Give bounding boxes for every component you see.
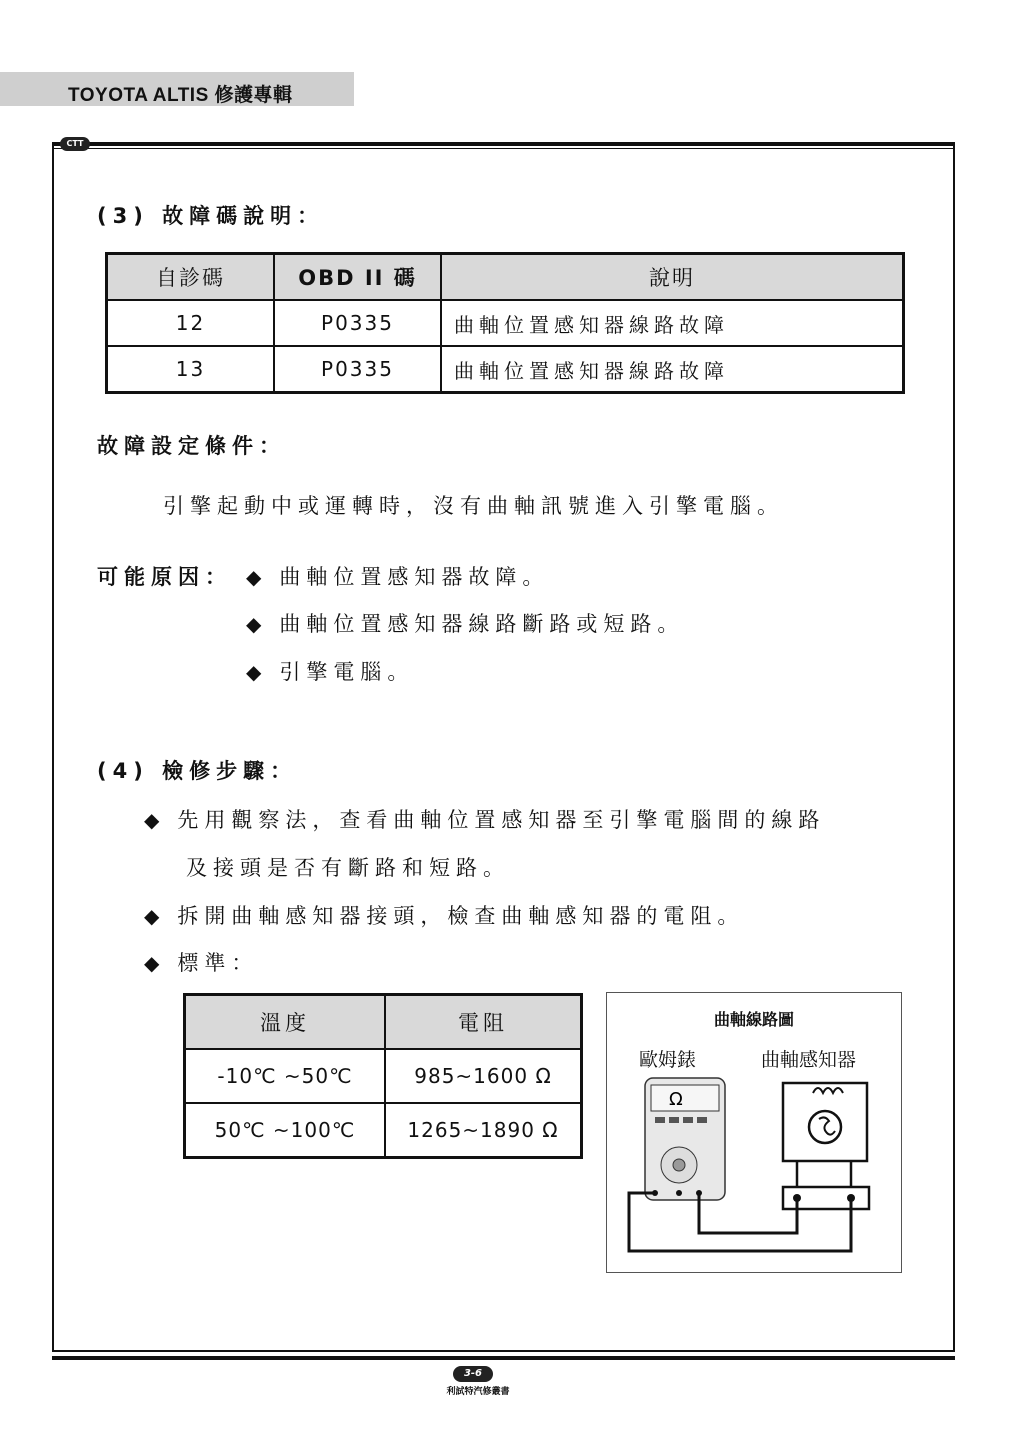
step-text-continued: 及接頭是否有斷路和短路。	[186, 856, 510, 880]
brand-logo-icon: CTT	[60, 137, 90, 151]
table-row	[185, 1049, 582, 1103]
col-header-resistance: 電阻	[385, 995, 582, 1050]
cell-code: 13	[107, 346, 275, 393]
cause-item	[246, 561, 549, 591]
cell-resistance: 1265~1890 Ω	[385, 1103, 582, 1158]
frame-bottom-rule-thin	[52, 1350, 955, 1352]
cell-desc: 曲軸位置感知器線路故障	[441, 300, 904, 346]
table-row	[185, 1103, 582, 1158]
header-title: TOYOTA ALTIS 修護專輯	[68, 85, 293, 106]
publisher-text: 利試特汽修叢書	[446, 1387, 510, 1397]
trouble-code-table	[105, 252, 905, 394]
crankshaft-wiring-diagram	[606, 992, 902, 1273]
step-item	[144, 947, 258, 977]
crank-sensor-icon	[783, 1083, 869, 1209]
step-item	[144, 804, 825, 834]
causes-label: 可能原因：	[97, 565, 232, 589]
cause-text: 引擎電腦。	[279, 660, 415, 684]
cell-resistance: 985~1600 Ω	[385, 1049, 582, 1103]
table-header-row	[185, 995, 582, 1050]
resistance-table	[183, 993, 583, 1159]
col-header-desc: 說明	[441, 254, 904, 301]
diamond-bullet-icon: ◆	[144, 951, 160, 975]
ohmmeter-label: 歐姆錶	[639, 1049, 697, 1071]
col-header-temp: 溫度	[185, 995, 386, 1050]
diamond-bullet-icon: ◆	[246, 565, 262, 589]
section3-heading: (3) 故障碼說明：	[97, 204, 325, 228]
frame-left-rule	[52, 142, 54, 1352]
frame-top-rule	[52, 142, 955, 146]
cell-obd: P0335	[274, 300, 441, 346]
diamond-bullet-icon: ◆	[144, 808, 160, 832]
meter-ohm-symbol: Ω	[669, 1089, 683, 1110]
step-text: 標準：	[177, 951, 259, 975]
cause-text: 曲軸位置感知器故障。	[279, 565, 550, 589]
col-header-code: 自診碼	[107, 254, 275, 301]
condition-text: 引擎起動中或運轉時，沒有曲軸訊號進入引擎電腦。	[163, 494, 784, 518]
diamond-bullet-icon: ◆	[246, 660, 262, 684]
cell-temp: 50℃ ~100℃	[185, 1103, 386, 1158]
table-header-row	[107, 254, 904, 301]
sensor-label: 曲軸感知器	[761, 1049, 857, 1071]
frame-bottom-rule	[52, 1356, 955, 1360]
multimeter-icon	[645, 1078, 725, 1200]
table-row	[107, 300, 904, 346]
page-number-badge: 3-6	[453, 1366, 493, 1382]
step-text: 拆開曲軸感知器接頭，檢查曲軸感知器的電阻。	[177, 904, 745, 928]
cause-item	[246, 656, 414, 686]
diagram-title: 曲軸線路圖	[713, 1010, 794, 1029]
section4-heading: (4) 檢修步驟：	[97, 759, 298, 783]
diamond-bullet-icon: ◆	[144, 904, 160, 928]
wire-negative	[629, 1193, 851, 1251]
frame-right-rule	[953, 142, 955, 1352]
cell-code: 12	[107, 300, 275, 346]
cell-desc: 曲軸位置感知器線路故障	[441, 346, 904, 393]
col-header-obd: OBD II 碼	[274, 254, 441, 301]
table-row	[107, 346, 904, 393]
cause-item	[246, 608, 684, 638]
diamond-bullet-icon: ◆	[246, 612, 262, 636]
cell-obd: P0335	[274, 346, 441, 393]
diagram-drawing	[607, 993, 901, 1272]
frame-top-rule-thin	[52, 148, 955, 149]
cause-text: 曲軸位置感知器線路斷路或短路。	[279, 612, 685, 636]
cell-temp: -10℃ ~50℃	[185, 1049, 386, 1103]
step-item	[144, 900, 744, 930]
step-text: 先用觀察法，查看曲軸位置感知器至引擎電腦間的線路	[177, 808, 826, 832]
condition-heading: 故障設定條件：	[97, 434, 286, 458]
